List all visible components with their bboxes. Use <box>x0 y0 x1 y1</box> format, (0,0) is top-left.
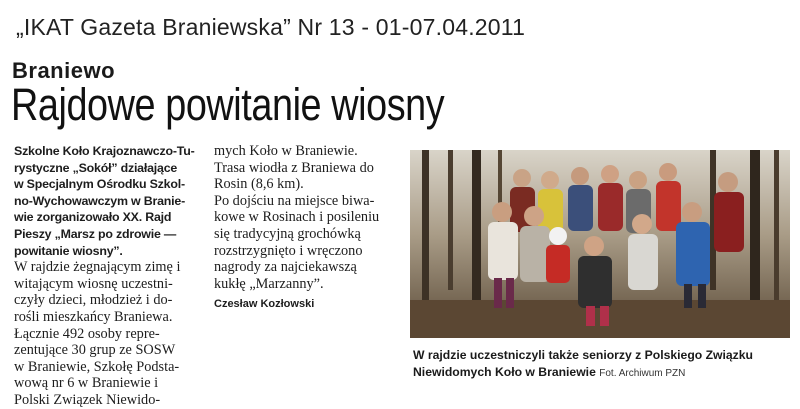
lead-line: Szkolne Koło Krajoznawczo-Tu- <box>14 144 195 158</box>
lead-line: rystyczne „Sokół” działające <box>14 160 178 175</box>
body-line: w Braniewie, Szkołę Podsta- <box>14 358 180 375</box>
body-line: Trasa wiodła z Braniewa do <box>214 159 374 176</box>
caption-line-1: W rajdzie uczestniczyli także seniorzy z Polskiego Związku <box>413 348 754 362</box>
article-author: Czesław Kozłowski <box>214 298 315 311</box>
lead-line: powitanie wiosny”. <box>14 243 123 258</box>
body-line: czyły dzieci, młodzież i do- <box>14 292 173 309</box>
body-line: witającym wiosnę uczestni- <box>14 275 173 292</box>
lead-line: wie zorganizowało XX. Rajd <box>14 210 172 225</box>
article-headline: Rajdowe powitanie wiosny <box>11 79 445 130</box>
body-line: mych Koło w Braniewie. <box>214 143 358 159</box>
body-line: Rosin (8,6 km). <box>214 176 304 193</box>
body-line: W rajdzie żegnającym zimę i <box>14 259 181 276</box>
group-photo-illustration <box>410 150 790 338</box>
lead-line: Pieszy „Marsz po zdrowie — <box>14 226 177 241</box>
lead-line: no-Wychowawczym w Branie- <box>14 193 186 208</box>
caption-line-2-text: Niewidomych Koło w Braniewie <box>413 365 596 379</box>
body-line: Polski Związek Niewido- <box>14 391 161 408</box>
body-line: rozstrzygnięto i wręczono <box>214 242 363 259</box>
lead-line: w Specjalnym Ośrodku Szkol- <box>14 177 185 192</box>
newspaper-masthead: „IKAT Gazeta Braniewska” Nr 13 - 01-07.04.2011 <box>16 14 526 40</box>
article-column-1 <box>14 143 214 409</box>
body-line: się tradycyjną grochówką <box>214 225 361 242</box>
group-photo <box>410 150 790 338</box>
section-title: Braniewo <box>12 58 116 83</box>
body-line: kowe w Rosinach i posileniu <box>214 209 380 226</box>
body-line: kukłę „Marzanny”. <box>214 275 324 292</box>
body-line: Po dojściu na miejsce biwa- <box>214 192 375 209</box>
article-lead <box>14 143 214 259</box>
photo-credit: Fot. Archiwum PZN <box>599 368 686 379</box>
body-line: Łącznie 492 osoby repre- <box>14 325 160 342</box>
body-line: rośli mieszkańcy Braniewa. <box>14 308 173 325</box>
body-line: wową nr 6 w Braniewie i <box>14 375 159 392</box>
body-line: nagrody za najciekawszą <box>214 259 357 276</box>
article-column-2 <box>214 143 406 313</box>
article-body <box>14 259 214 408</box>
body-line: zentujące 30 grup ze SOSW <box>14 342 176 359</box>
photo-caption <box>413 347 798 382</box>
caption-line-2 <box>413 364 798 382</box>
